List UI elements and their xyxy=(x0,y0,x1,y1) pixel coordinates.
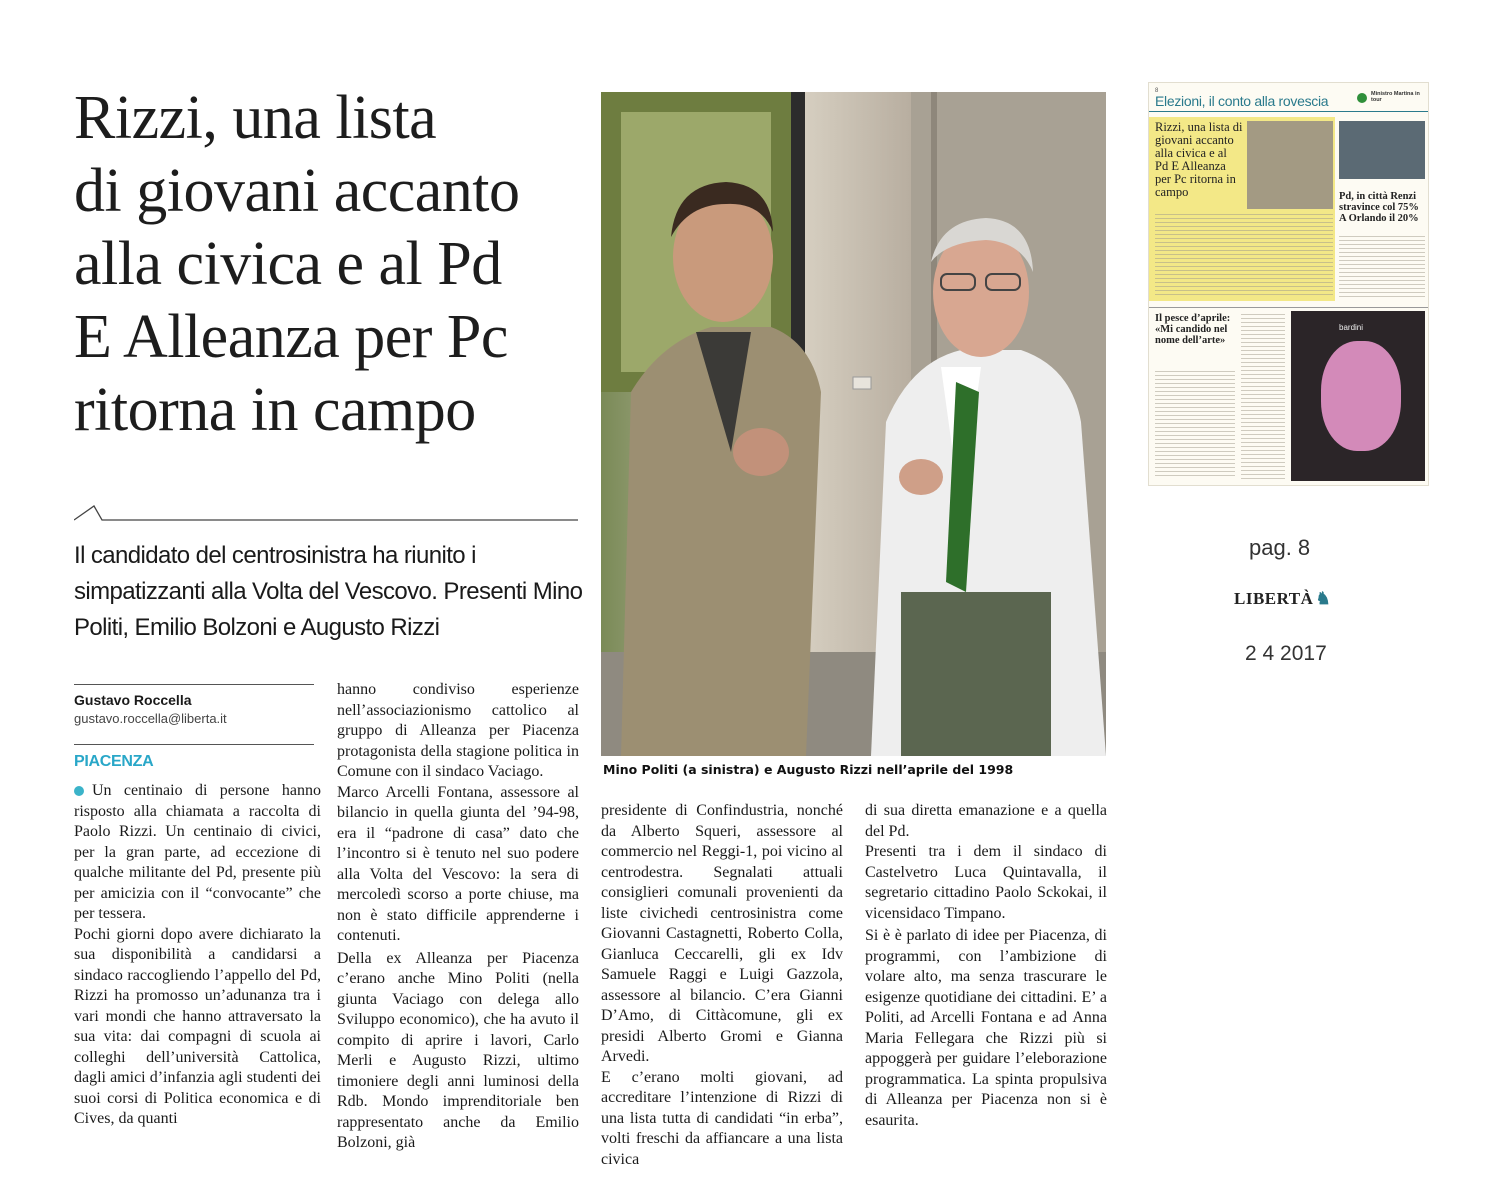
headline-line: E Alleanza per Pc xyxy=(74,303,508,371)
thumbnail-april-text xyxy=(1155,368,1235,478)
thumbnail-april-text xyxy=(1241,311,1285,481)
headline xyxy=(74,82,594,447)
page-number: pag. 8 xyxy=(1249,535,1311,560)
article-column-3 xyxy=(601,801,843,1170)
article-photo xyxy=(601,92,1106,756)
newspaper-emblem-icon: ♞ xyxy=(1315,589,1332,608)
paragraph: Marco Arcelli Fontana, assessore al bilancio in quella giunta del ’94-98, era il “padrone di casa” dato che l’incontro si è tenuto nel suo podere alla Volta del Vescovo: la sera di mercoledì scorso a porte chiuse, ma non è stato difficile apprenderne i contenuti. xyxy=(337,783,579,944)
paragraph: E c’erano molti giovani, ad accreditare l’intenzione di Rizzi di una lista tutta di candidati “in erba”, volti freschi da affiancare a una lista civica xyxy=(601,1068,843,1168)
article-column-4 xyxy=(865,801,1107,1131)
article-column-2 xyxy=(337,680,579,1154)
subheadline: Il candidato del centrosinistra ha riunito i simpatizzanti alla Volta del Vescovo. Presenti Mino Politi, Emilio Bolzoni e Augusto Rizzi xyxy=(74,542,583,641)
thumbnail-rule xyxy=(1149,307,1428,308)
paragraph: Un centinaio di persone hanno risposto alla chiamata a raccolta di Paolo Rizzi. Un centinaio di civici, per la gran parte, ad eccezione di qualche militante del Pd, presente più per amicizia con il “convocante” che per tessera. xyxy=(74,782,321,922)
bullet-icon xyxy=(74,786,84,796)
photo-two-men xyxy=(601,92,1106,756)
thumbnail-main-headline: Rizzi, una lista di giovani accanto alla civica e al Pd E Alleanza per Pc ritorna in campo xyxy=(1155,120,1243,199)
thumbnail-pd-headline: Pd, in città Renzi stravince col 75% A Orlando il 20% xyxy=(1339,191,1419,224)
headline-line: alla civica e al Pd xyxy=(74,230,502,298)
newspaper-name: LIBERTÀ xyxy=(1234,589,1314,608)
paragraph: Presenti tra i dem il sindaco di Castelvetro Luca Quintavalla, il segretario cittadino Paolo Sckokai, il vicensidaco Timpano. xyxy=(865,843,1107,922)
paragraph: di sua diretta emanazione e a quella del Pd. xyxy=(865,802,1107,840)
paragraph: Pochi giorni dopo avere dichiarato la sua disponibilità a candidarsi a sindaco raccogliendo l’appello del Pd, Rizzi ha promosso un’adunanza tra i vari mondi che hanno attraversato la sua vita: dai compagni di scuola ai colleghi dell’università Cattolica, dagli amici d’infanzia agli studenti dei suoi corsi di Politica economica e di Cives, da quanti xyxy=(74,925,321,1127)
thumbnail-april-headline: Il pesce d’aprile: «Mi candido nel nome dell’arte» xyxy=(1155,313,1231,346)
page-thumbnail: 8 Elezioni, il conto alla rovescia Ministro Martina in tour Rizzi, una lista di giovani accanto alla civica e al Pd E Alleanza per Pc ritorna in campo Pd, in città Renzi stravince col 75% A Orlando il 20% Il pesce d’aprile: «Mi candido nel nome dell’arte» bardini xyxy=(1148,82,1429,486)
headline-divider xyxy=(74,500,578,524)
paragraph: presidente di Confindustria, nonché da Alberto Squeri, assessore al commercio nel Reggi-1, poi vicino al centrodestra. Segnalati attuali consiglieri comunali provenienti da liste civichedi centrosinistra come Giovanni Castagnetti, Roberto Colla, Gianluca Ceccarelli, gli ex Idv Samuele Raggi e Luigi Gazzola, assessore al bilancio. C’era Gianni D’Amo, di Cittàcomune, gli ex presidi Alberto Gromi e Gianna Arvedi. xyxy=(601,802,843,1065)
thumbnail-rule xyxy=(1149,111,1428,112)
thumbnail-photo xyxy=(1247,121,1333,209)
headline-line: Rizzi, una lista xyxy=(74,84,437,152)
author-name: Gustavo Roccella xyxy=(74,692,192,708)
publication-date: 2 4 2017 xyxy=(1245,642,1327,665)
thumbnail-ad xyxy=(1291,311,1425,481)
thumbnail-side-headline: Ministro Martina in tour xyxy=(1371,91,1420,103)
thumbnail-ad-brand: bardini xyxy=(1339,323,1364,332)
thumbnail-ministry-icon xyxy=(1357,93,1367,103)
headline-line: di giovani accanto xyxy=(74,157,520,225)
paragraph: Si è è parlato di idee per Piacenza, di programmi, con l’ambizione di volare alto, ma senza trascurare le esigenze quotidiane dei cittadini. E’ a Politi, ad Arcelli Fontana e ad Anna Maria Fellegara che Rizzi più si appoggerà per guidare l’eleborazione programmatica. La spinta propulsiva di Alleanza per Piacenza non si è esaurita. xyxy=(865,927,1107,1129)
byline-rule-bottom xyxy=(74,744,314,745)
thumbnail-pd-photo xyxy=(1339,121,1425,179)
headline-line: ritorna in campo xyxy=(74,376,476,444)
dateline-place: PIACENZA xyxy=(74,753,154,770)
thumbnail-ad-egg xyxy=(1321,341,1401,451)
author-email: gustavo.roccella@liberta.it xyxy=(74,711,227,726)
photo-caption: Mino Politi (a sinistra) e Augusto Rizzi nell’aprile del 1998 xyxy=(603,762,1014,777)
article-column-1 xyxy=(74,781,321,1130)
thumbnail-pd-text xyxy=(1339,233,1425,299)
byline-rule-top xyxy=(74,684,314,685)
paragraph: hanno condiviso esperienze nell’associazionismo cattolico al gruppo di Alleanza per Piacenza protagonista della stagione politica in Comune con il sindaco Vaciago. xyxy=(337,681,579,780)
thumbnail-section-header: Elezioni, il conto alla rovescia xyxy=(1155,93,1329,109)
paragraph: Della ex Alleanza per Piacenza c’erano anche Mino Politi (nella giunta Vaciago con delega allo Sviluppo economico), che ha avuto il compito di aprire i lavori, Carlo Merli e Augusto Rizzi, ultimo timoniere degli anni luminosi della Rdb. Mondo imprenditoriale ben rappresentato anche da Emilio Bolzoni, già xyxy=(337,949,579,1151)
newspaper-logo xyxy=(1234,589,1331,609)
thumbnail-text-block xyxy=(1155,211,1333,297)
